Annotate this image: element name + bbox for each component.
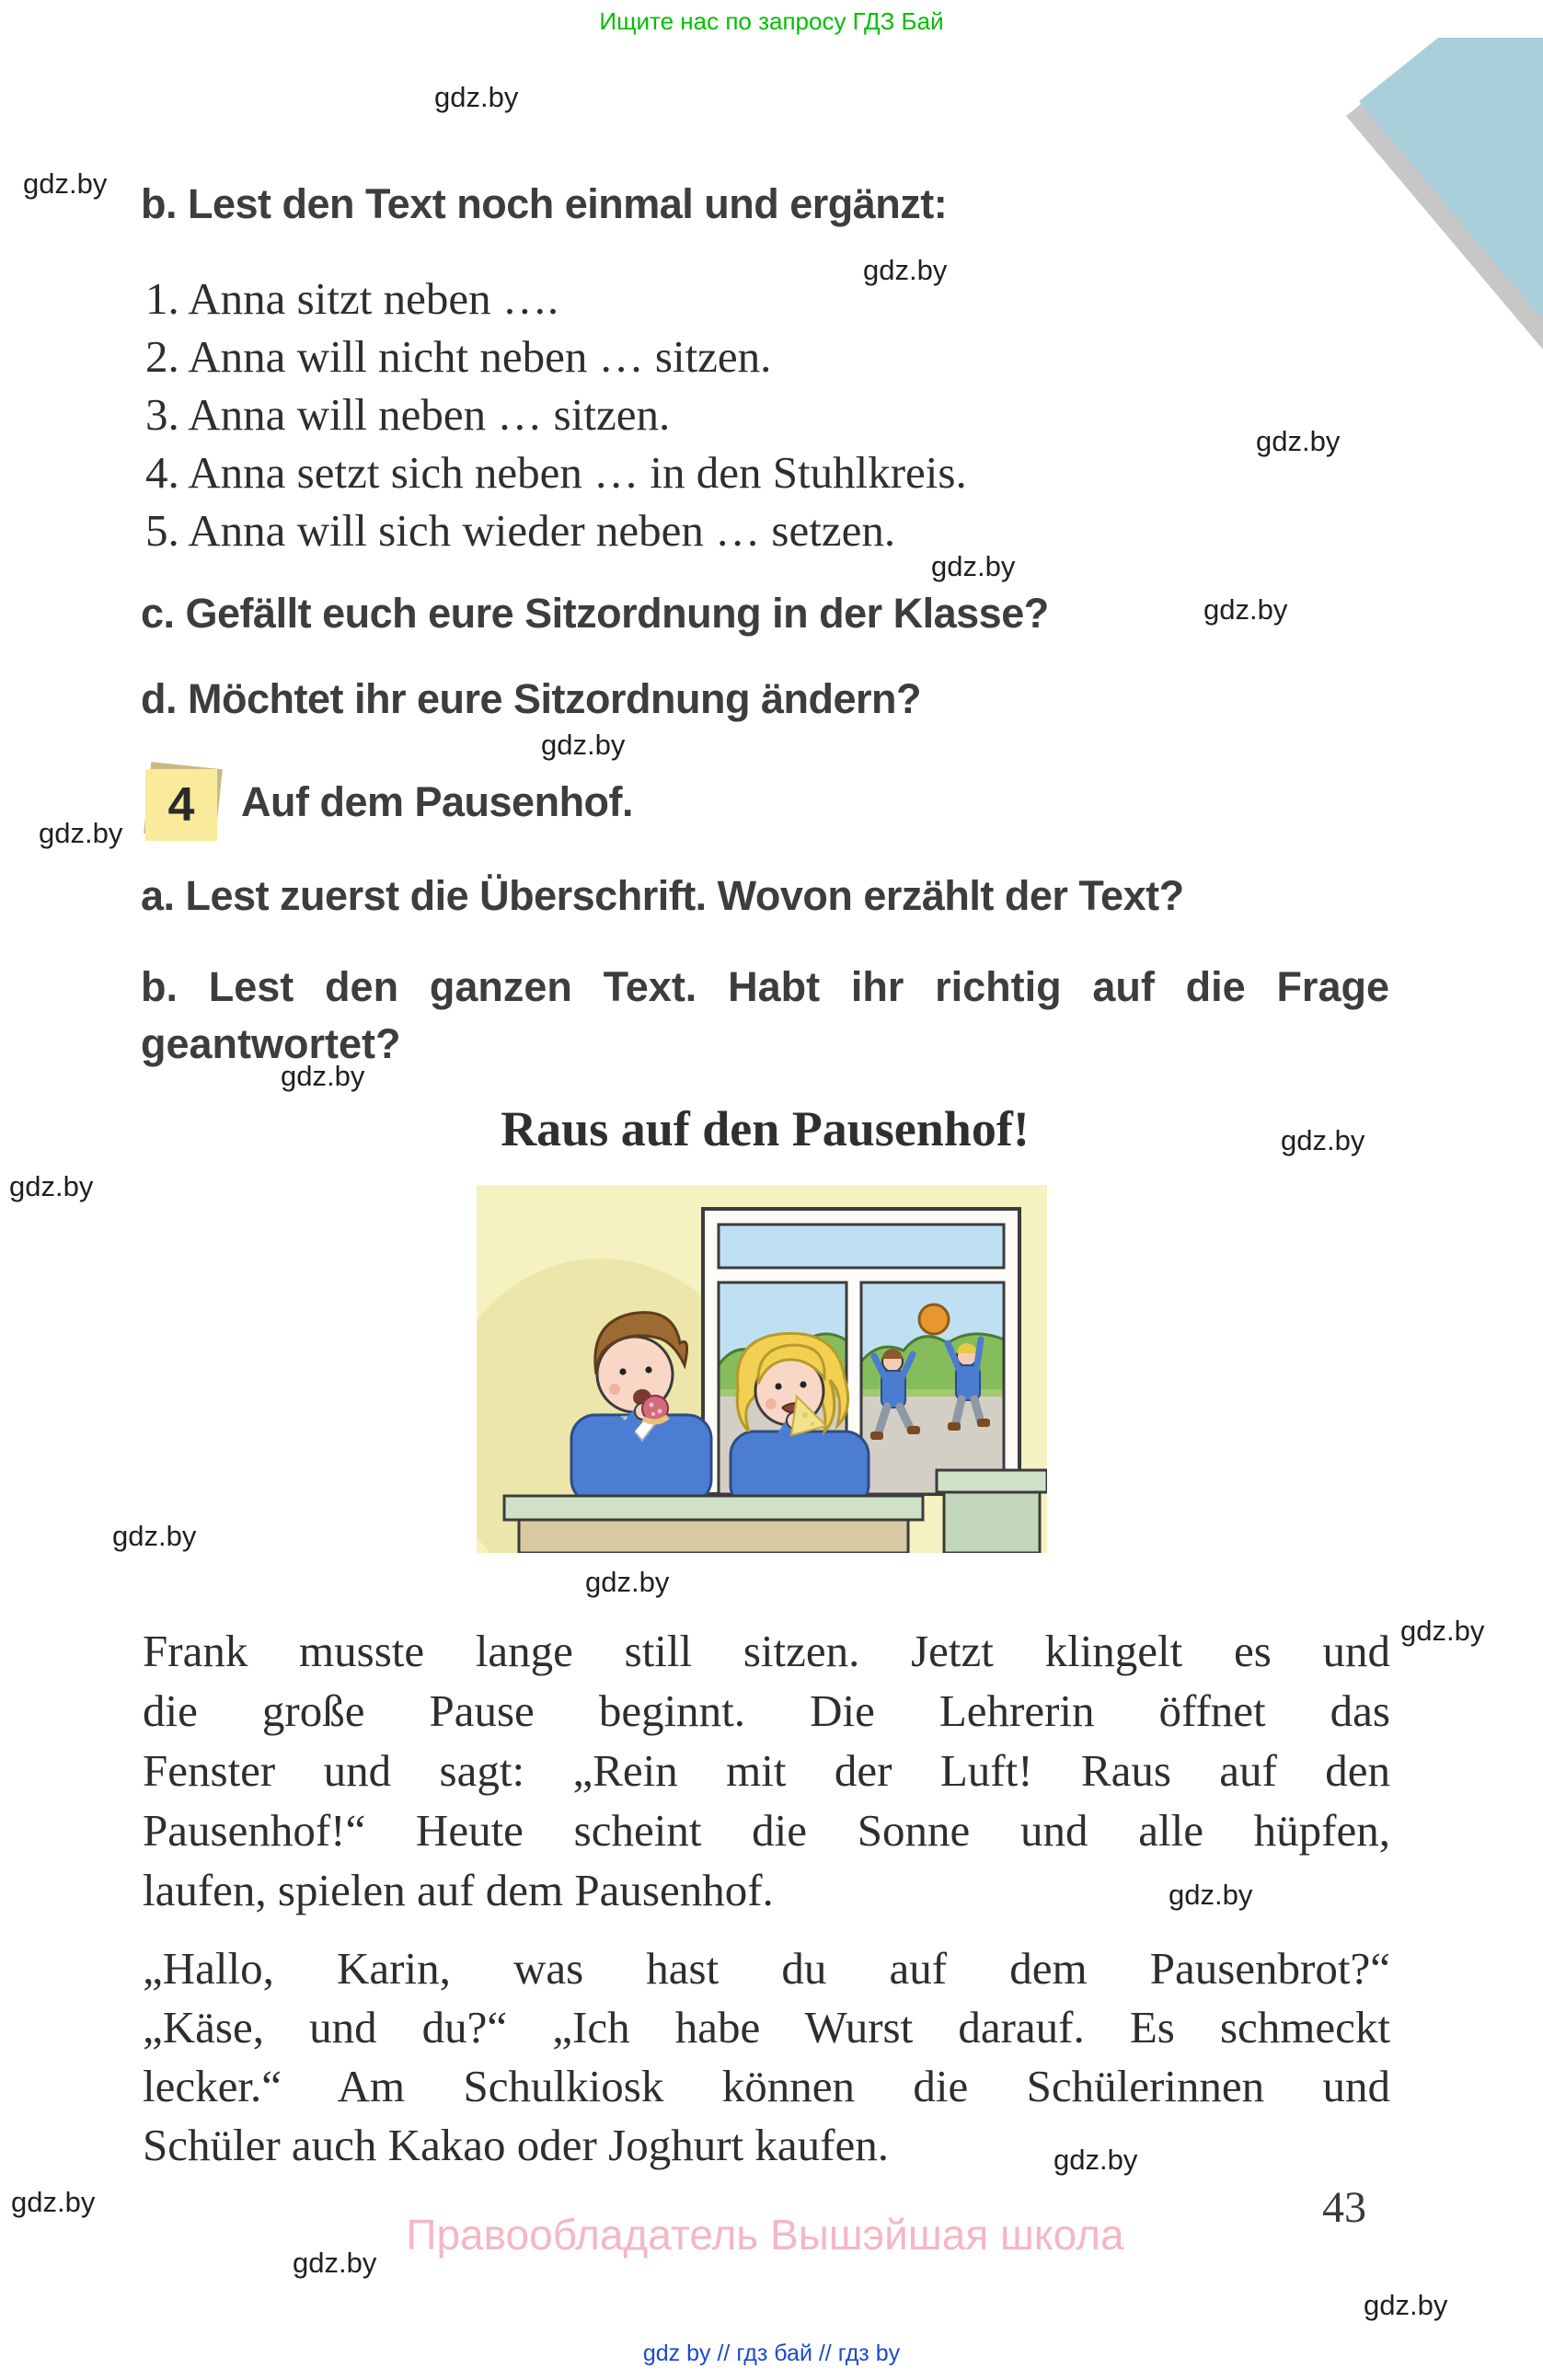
- reading-paragraph-1: [143, 1621, 1390, 1920]
- watermark: gdz.by: [1281, 1124, 1365, 1156]
- text-line: Schüler auch Kakao oder Joghurt kaufen.: [143, 2120, 889, 2170]
- list-item: 3. Anna will neben … sitzen.: [145, 389, 671, 440]
- watermark: gdz.by: [281, 1060, 365, 1092]
- text-line: die große Pause beginnt. Die Lehrerin öffnet das: [143, 1685, 1390, 1736]
- watermark: gdz.by: [1203, 593, 1288, 626]
- list-item: 4. Anna setzt sich neben … in den Stuhlkreis.: [145, 447, 967, 498]
- reading-title: Raus auf den Pausenhof!: [501, 1101, 1030, 1156]
- watermark: gdz.by: [1400, 1615, 1485, 1647]
- ball: [919, 1305, 949, 1334]
- task-d-heading: d. Möchtet ihr eure Sitzordnung ändern?: [141, 675, 922, 722]
- text-line: Fenster und sagt: „Rein mit der Luft! Raus auf den: [143, 1745, 1390, 1796]
- watermark: gdz.by: [293, 2247, 377, 2279]
- footer-links[interactable]: gdz by // гдз бай // гдз by: [642, 2340, 901, 2366]
- corner-blue-shape: [1359, 38, 1543, 320]
- list-item: 5. Anna will sich wieder neben … setzen.: [145, 505, 896, 556]
- watermark: gdz.by: [541, 729, 626, 761]
- watermark: gdz.by: [1364, 2289, 1448, 2321]
- site-banner: Ищите нас по запросу ГДЗ Бай: [599, 7, 944, 35]
- text-line: laufen, spielen auf dem Pausenhof.: [143, 1865, 774, 1915]
- list-item: 1. Anna sitzt neben ….: [145, 273, 559, 324]
- watermark: gdz.by: [434, 81, 519, 113]
- sentence-list: [145, 270, 967, 559]
- watermark: gdz.by: [863, 254, 948, 286]
- task-b2-heading: [141, 959, 1389, 1073]
- watermark: gdz.by: [1169, 1879, 1253, 1911]
- watermark: gdz.by: [112, 1520, 197, 1552]
- watermark: gdz.by: [11, 2186, 96, 2218]
- task-b2-line: geantwortet?: [141, 1020, 401, 1067]
- list-item: 2. Anna will nicht neben … sitzen.: [145, 331, 772, 382]
- text-line: Pausenhof!“ Heute scheint die Sonne und alle hüpfen,: [143, 1805, 1390, 1856]
- watermark: gdz.by: [39, 817, 123, 849]
- text-line: lecker.“ Am Schulkiosk können die Schülerinnen und: [143, 2061, 1390, 2111]
- task-b-heading: b. Lest den Text noch einmal und ergänzt:: [141, 180, 948, 227]
- task-c-heading: c. Gefällt euch eure Sitzordnung in der Klasse?: [141, 590, 1049, 637]
- text-line: „Käse, und du?“ „Ich habe Wurst darauf. Es schmeckt: [143, 2002, 1390, 2052]
- badge-number: 4: [145, 769, 217, 841]
- reading-paragraph-2: [143, 1939, 1390, 2175]
- page-number: 43: [1322, 2183, 1366, 2232]
- page-corner-decoration: [1341, 0, 1543, 350]
- watermark: gdz.by: [23, 167, 108, 200]
- watermark: gdz.by: [1256, 425, 1341, 457]
- task-a-heading: a. Lest zuerst die Überschrift. Wovon erzählt der Text?: [141, 872, 1184, 919]
- classroom-illustration: [477, 1185, 1047, 1553]
- watermark: gdz.by: [585, 1566, 670, 1598]
- copyright-notice: Правообладатель Вышэйшая школа: [406, 2211, 1124, 2259]
- watermark: gdz.by: [1054, 2144, 1138, 2176]
- watermark: gdz.by: [9, 1170, 94, 1202]
- task-b2-line: b. Lest den ganzen Text. Habt ihr richtig auf die Frage: [141, 963, 1389, 1010]
- exercise-heading: Auf dem Pausenhof.: [241, 778, 634, 825]
- text-line: Frank musste lange still sitzen. Jetzt klingelt es und: [143, 1626, 1390, 1676]
- watermark: gdz.by: [931, 550, 1016, 582]
- text-line: „Hallo, Karin, was hast du auf dem Pausenbrot?“: [143, 1943, 1390, 1994]
- exercise-number-badge: [145, 769, 217, 841]
